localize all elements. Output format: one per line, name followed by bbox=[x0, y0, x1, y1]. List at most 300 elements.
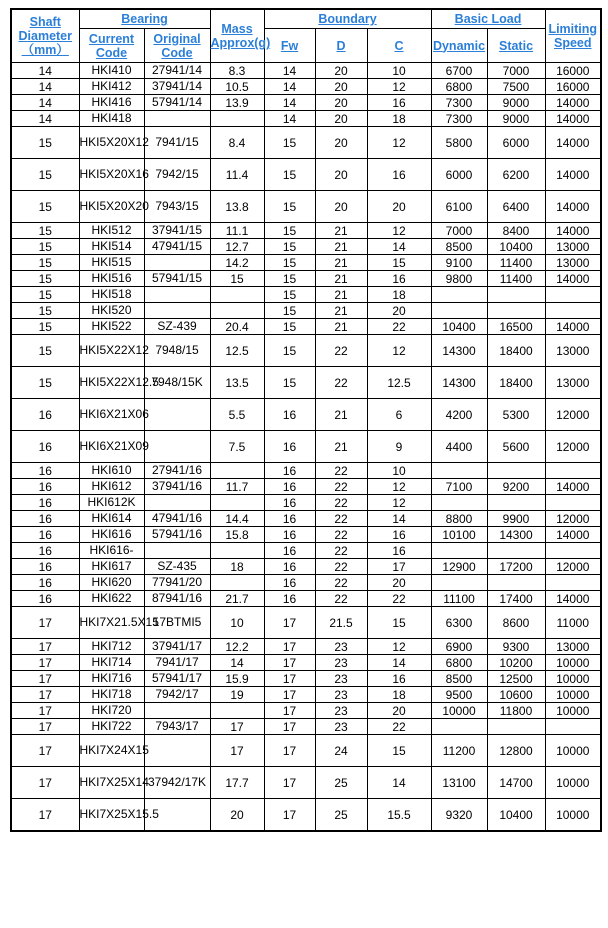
cell-shaft: 16 bbox=[11, 511, 79, 527]
cell-mass: 21.7 bbox=[210, 591, 264, 607]
cell-d: 23 bbox=[315, 719, 367, 735]
cell-d: 21 bbox=[315, 223, 367, 239]
cell-speed: 12000 bbox=[545, 431, 601, 463]
cell-d: 22 bbox=[315, 527, 367, 543]
table-row bbox=[11, 543, 601, 559]
cell-shaft: 15 bbox=[11, 335, 79, 367]
table-row bbox=[11, 495, 601, 511]
header-d[interactable]: D bbox=[315, 29, 367, 63]
cell-fw: 15 bbox=[264, 287, 315, 303]
table-body bbox=[11, 63, 601, 832]
cell-fw: 14 bbox=[264, 79, 315, 95]
cell-current-code: HKI515 bbox=[79, 255, 144, 271]
cell-mass bbox=[210, 463, 264, 479]
cell-speed: 13000 bbox=[545, 639, 601, 655]
table-row bbox=[11, 399, 601, 431]
cell-mass: 5.5 bbox=[210, 399, 264, 431]
table-row bbox=[11, 719, 601, 735]
table-row bbox=[11, 191, 601, 223]
cell-d: 20 bbox=[315, 95, 367, 111]
cell-mass: 18 bbox=[210, 559, 264, 575]
cell-fw: 16 bbox=[264, 511, 315, 527]
cell-current-code: HKI5X20X20 bbox=[79, 191, 144, 223]
table-row bbox=[11, 127, 601, 159]
cell-shaft: 16 bbox=[11, 479, 79, 495]
cell-dynamic: 9320 bbox=[431, 799, 487, 832]
cell-dynamic: 10100 bbox=[431, 527, 487, 543]
cell-dynamic: 8500 bbox=[431, 239, 487, 255]
cell-static: 11400 bbox=[487, 271, 545, 287]
cell-dynamic: 11100 bbox=[431, 591, 487, 607]
cell-speed: 10000 bbox=[545, 655, 601, 671]
cell-mass: 7.5 bbox=[210, 431, 264, 463]
cell-static: 8400 bbox=[487, 223, 545, 239]
cell-current-code: HKI714 bbox=[79, 655, 144, 671]
cell-d: 21.5 bbox=[315, 607, 367, 639]
cell-c: 14 bbox=[367, 767, 431, 799]
header-dynamic[interactable]: Dynamic bbox=[431, 29, 487, 63]
table-row bbox=[11, 367, 601, 399]
cell-c: 15 bbox=[367, 255, 431, 271]
cell-d: 23 bbox=[315, 671, 367, 687]
cell-current-code: HKI514 bbox=[79, 239, 144, 255]
cell-shaft: 16 bbox=[11, 591, 79, 607]
cell-mass: 20 bbox=[210, 799, 264, 832]
cell-c: 16 bbox=[367, 543, 431, 559]
cell-d: 24 bbox=[315, 735, 367, 767]
cell-speed: 14000 bbox=[545, 591, 601, 607]
cell-d: 20 bbox=[315, 111, 367, 127]
cell-d: 20 bbox=[315, 159, 367, 191]
cell-fw: 15 bbox=[264, 239, 315, 255]
cell-fw: 17 bbox=[264, 671, 315, 687]
cell-static: 6400 bbox=[487, 191, 545, 223]
cell-current-code: HKI5X22X12.5 bbox=[79, 367, 144, 399]
cell-mass bbox=[210, 543, 264, 559]
cell-dynamic: 6300 bbox=[431, 607, 487, 639]
cell-shaft: 16 bbox=[11, 575, 79, 591]
header-bearing[interactable]: Bearing bbox=[79, 9, 210, 29]
table-row bbox=[11, 159, 601, 191]
cell-fw: 16 bbox=[264, 479, 315, 495]
cell-fw: 16 bbox=[264, 495, 315, 511]
cell-mass: 15 bbox=[210, 271, 264, 287]
cell-dynamic: 6800 bbox=[431, 655, 487, 671]
table-row bbox=[11, 703, 601, 719]
cell-current-code: HKI520 bbox=[79, 303, 144, 319]
cell-shaft: 15 bbox=[11, 303, 79, 319]
cell-mass: 15.9 bbox=[210, 671, 264, 687]
cell-dynamic: 7000 bbox=[431, 223, 487, 239]
cell-mass bbox=[210, 495, 264, 511]
cell-static: 7000 bbox=[487, 63, 545, 79]
cell-static: 17200 bbox=[487, 559, 545, 575]
cell-c: 14 bbox=[367, 511, 431, 527]
table-row bbox=[11, 111, 601, 127]
cell-current-code: HKI7X25X14 bbox=[79, 767, 144, 799]
cell-c: 20 bbox=[367, 575, 431, 591]
cell-c: 18 bbox=[367, 687, 431, 703]
cell-speed: 14000 bbox=[545, 95, 601, 111]
cell-c: 16 bbox=[367, 271, 431, 287]
header-fw[interactable]: Fw bbox=[264, 29, 315, 63]
table-row bbox=[11, 799, 601, 832]
cell-mass: 14 bbox=[210, 655, 264, 671]
cell-dynamic: 7100 bbox=[431, 479, 487, 495]
cell-speed bbox=[545, 719, 601, 735]
cell-fw: 17 bbox=[264, 639, 315, 655]
cell-fw: 17 bbox=[264, 719, 315, 735]
cell-c: 12 bbox=[367, 335, 431, 367]
cell-shaft: 16 bbox=[11, 399, 79, 431]
cell-fw: 15 bbox=[264, 159, 315, 191]
cell-static bbox=[487, 463, 545, 479]
cell-original-code: 47941/16 bbox=[144, 511, 210, 527]
cell-mass bbox=[210, 111, 264, 127]
cell-d: 22 bbox=[315, 495, 367, 511]
cell-speed: 10000 bbox=[545, 671, 601, 687]
table-row bbox=[11, 671, 601, 687]
cell-shaft: 15 bbox=[11, 223, 79, 239]
cell-static: 10600 bbox=[487, 687, 545, 703]
cell-d: 22 bbox=[315, 559, 367, 575]
cell-static: 9900 bbox=[487, 511, 545, 527]
table-row bbox=[11, 559, 601, 575]
cell-shaft: 15 bbox=[11, 367, 79, 399]
cell-mass: 8.4 bbox=[210, 127, 264, 159]
cell-mass: 13.8 bbox=[210, 191, 264, 223]
cell-d: 20 bbox=[315, 191, 367, 223]
cell-static: 8600 bbox=[487, 607, 545, 639]
table-row bbox=[11, 527, 601, 543]
cell-current-code: HKI410 bbox=[79, 63, 144, 79]
cell-original-code: 7942/15 bbox=[144, 159, 210, 191]
cell-fw: 15 bbox=[264, 255, 315, 271]
table-row bbox=[11, 511, 601, 527]
cell-d: 21 bbox=[315, 239, 367, 255]
header-current-code[interactable]: Current Code bbox=[79, 29, 144, 63]
cell-current-code: HKI6X21X09 bbox=[79, 431, 144, 463]
cell-dynamic: 13100 bbox=[431, 767, 487, 799]
cell-original-code bbox=[144, 303, 210, 319]
cell-speed: 12000 bbox=[545, 559, 601, 575]
cell-current-code: HKI718 bbox=[79, 687, 144, 703]
table-row bbox=[11, 287, 601, 303]
header-basic-load[interactable]: Basic Load bbox=[431, 9, 545, 29]
cell-current-code: HKI617 bbox=[79, 559, 144, 575]
cell-shaft: 16 bbox=[11, 543, 79, 559]
cell-shaft: 14 bbox=[11, 63, 79, 79]
cell-fw: 16 bbox=[264, 591, 315, 607]
cell-shaft: 17 bbox=[11, 639, 79, 655]
cell-c: 22 bbox=[367, 719, 431, 735]
cell-shaft: 17 bbox=[11, 687, 79, 703]
cell-mass: 15.8 bbox=[210, 527, 264, 543]
cell-original-code: 7941/15 bbox=[144, 127, 210, 159]
cell-static: 5300 bbox=[487, 399, 545, 431]
cell-shaft: 14 bbox=[11, 95, 79, 111]
cell-c: 12 bbox=[367, 127, 431, 159]
cell-original-code: 7941/17 bbox=[144, 655, 210, 671]
cell-shaft: 15 bbox=[11, 287, 79, 303]
cell-current-code: HKI722 bbox=[79, 719, 144, 735]
cell-speed: 13000 bbox=[545, 255, 601, 271]
cell-speed: 14000 bbox=[545, 319, 601, 335]
cell-current-code: HKI5X20X12 bbox=[79, 127, 144, 159]
header-boundary[interactable]: Boundary bbox=[264, 9, 431, 29]
cell-shaft: 17 bbox=[11, 655, 79, 671]
cell-speed: 14000 bbox=[545, 191, 601, 223]
cell-d: 22 bbox=[315, 543, 367, 559]
table-wrapper bbox=[10, 8, 600, 832]
cell-fw: 15 bbox=[264, 367, 315, 399]
table-row bbox=[11, 95, 601, 111]
cell-shaft: 16 bbox=[11, 463, 79, 479]
cell-c: 15.5 bbox=[367, 799, 431, 832]
table-row bbox=[11, 591, 601, 607]
cell-current-code: HKI622 bbox=[79, 591, 144, 607]
cell-shaft: 15 bbox=[11, 127, 79, 159]
cell-current-code: HKI512 bbox=[79, 223, 144, 239]
cell-c: 12 bbox=[367, 479, 431, 495]
cell-c: 12.5 bbox=[367, 367, 431, 399]
cell-current-code: HKI720 bbox=[79, 703, 144, 719]
cell-fw: 15 bbox=[264, 191, 315, 223]
cell-original-code: 7943/15 bbox=[144, 191, 210, 223]
cell-original-code: 37941/14 bbox=[144, 79, 210, 95]
cell-shaft: 16 bbox=[11, 559, 79, 575]
cell-original-code: 27941/16 bbox=[144, 463, 210, 479]
cell-speed: 16000 bbox=[545, 79, 601, 95]
header-c[interactable]: C bbox=[367, 29, 431, 63]
cell-mass: 13.5 bbox=[210, 367, 264, 399]
cell-static: 14300 bbox=[487, 527, 545, 543]
cell-static: 10200 bbox=[487, 655, 545, 671]
cell-mass: 11.1 bbox=[210, 223, 264, 239]
cell-original-code bbox=[144, 399, 210, 431]
cell-current-code: HKI716 bbox=[79, 671, 144, 687]
cell-mass: 13.9 bbox=[210, 95, 264, 111]
cell-static: 17400 bbox=[487, 591, 545, 607]
cell-static: 12800 bbox=[487, 735, 545, 767]
cell-original-code: 57941/16 bbox=[144, 527, 210, 543]
cell-static bbox=[487, 303, 545, 319]
cell-dynamic: 9100 bbox=[431, 255, 487, 271]
cell-current-code: HKI412 bbox=[79, 79, 144, 95]
cell-mass: 8.3 bbox=[210, 63, 264, 79]
cell-fw: 17 bbox=[264, 703, 315, 719]
header-mass[interactable]: Mass Approx(g) bbox=[210, 9, 264, 63]
cell-mass: 12.5 bbox=[210, 335, 264, 367]
cell-fw: 17 bbox=[264, 655, 315, 671]
cell-static: 9200 bbox=[487, 479, 545, 495]
cell-shaft: 14 bbox=[11, 111, 79, 127]
cell-fw: 15 bbox=[264, 271, 315, 287]
cell-speed: 14000 bbox=[545, 127, 601, 159]
cell-static bbox=[487, 543, 545, 559]
header-static[interactable]: Static bbox=[487, 29, 545, 63]
cell-mass: 14.4 bbox=[210, 511, 264, 527]
cell-original-code: 57941/17 bbox=[144, 671, 210, 687]
cell-shaft: 15 bbox=[11, 319, 79, 335]
cell-shaft: 15 bbox=[11, 255, 79, 271]
cell-dynamic: 7300 bbox=[431, 111, 487, 127]
cell-d: 23 bbox=[315, 655, 367, 671]
cell-mass bbox=[210, 303, 264, 319]
cell-static: 18400 bbox=[487, 367, 545, 399]
cell-d: 20 bbox=[315, 79, 367, 95]
cell-original-code: SZ-435 bbox=[144, 559, 210, 575]
cell-speed: 10000 bbox=[545, 735, 601, 767]
cell-dynamic: 7300 bbox=[431, 95, 487, 111]
cell-current-code: HKI516 bbox=[79, 271, 144, 287]
cell-original-code: 47941/15 bbox=[144, 239, 210, 255]
cell-d: 21 bbox=[315, 431, 367, 463]
cell-original-code bbox=[144, 255, 210, 271]
cell-current-code: HKI614 bbox=[79, 511, 144, 527]
cell-original-code: 77941/20 bbox=[144, 575, 210, 591]
cell-dynamic: 4400 bbox=[431, 431, 487, 463]
cell-c: 12 bbox=[367, 495, 431, 511]
cell-original-code bbox=[144, 431, 210, 463]
table-row bbox=[11, 319, 601, 335]
cell-shaft: 15 bbox=[11, 271, 79, 287]
cell-d: 23 bbox=[315, 703, 367, 719]
table-row bbox=[11, 303, 601, 319]
cell-static: 11400 bbox=[487, 255, 545, 271]
cell-c: 9 bbox=[367, 431, 431, 463]
cell-mass: 17 bbox=[210, 719, 264, 735]
cell-original-code: SZ-439 bbox=[144, 319, 210, 335]
cell-current-code: HKI7X25X15.5 bbox=[79, 799, 144, 832]
cell-current-code: HKI518 bbox=[79, 287, 144, 303]
cell-speed bbox=[545, 495, 601, 511]
cell-static: 6000 bbox=[487, 127, 545, 159]
cell-current-code: HKI6X21X06 bbox=[79, 399, 144, 431]
cell-current-code: HKI620 bbox=[79, 575, 144, 591]
cell-speed: 13000 bbox=[545, 239, 601, 255]
cell-original-code: 27941/14 bbox=[144, 63, 210, 79]
cell-current-code: HKI612K bbox=[79, 495, 144, 511]
cell-c: 20 bbox=[367, 703, 431, 719]
cell-d: 22 bbox=[315, 591, 367, 607]
cell-d: 22 bbox=[315, 335, 367, 367]
cell-dynamic: 5800 bbox=[431, 127, 487, 159]
cell-original-code bbox=[144, 735, 210, 767]
cell-speed: 10000 bbox=[545, 767, 601, 799]
cell-dynamic bbox=[431, 719, 487, 735]
cell-c: 16 bbox=[367, 159, 431, 191]
cell-shaft: 14 bbox=[11, 79, 79, 95]
cell-current-code: HKI418 bbox=[79, 111, 144, 127]
cell-d: 25 bbox=[315, 799, 367, 832]
cell-dynamic bbox=[431, 463, 487, 479]
cell-original-code: 37941/16 bbox=[144, 479, 210, 495]
cell-speed bbox=[545, 287, 601, 303]
cell-fw: 14 bbox=[264, 111, 315, 127]
cell-speed: 10000 bbox=[545, 703, 601, 719]
cell-static: 10400 bbox=[487, 239, 545, 255]
table-row bbox=[11, 239, 601, 255]
cell-speed: 12000 bbox=[545, 399, 601, 431]
cell-fw: 17 bbox=[264, 767, 315, 799]
cell-original-code bbox=[144, 543, 210, 559]
cell-original-code: 7948/15 bbox=[144, 335, 210, 367]
cell-c: 18 bbox=[367, 287, 431, 303]
table-row bbox=[11, 655, 601, 671]
cell-current-code: HKI712 bbox=[79, 639, 144, 655]
cell-shaft: 17 bbox=[11, 719, 79, 735]
cell-dynamic bbox=[431, 575, 487, 591]
cell-d: 22 bbox=[315, 575, 367, 591]
cell-c: 15 bbox=[367, 607, 431, 639]
cell-dynamic: 14300 bbox=[431, 335, 487, 367]
cell-current-code: HKI612 bbox=[79, 479, 144, 495]
table-row bbox=[11, 639, 601, 655]
cell-c: 16 bbox=[367, 527, 431, 543]
cell-fw: 15 bbox=[264, 223, 315, 239]
cell-d: 22 bbox=[315, 479, 367, 495]
cell-mass bbox=[210, 575, 264, 591]
cell-shaft: 17 bbox=[11, 799, 79, 832]
cell-mass: 10.5 bbox=[210, 79, 264, 95]
cell-fw: 15 bbox=[264, 335, 315, 367]
cell-static: 9000 bbox=[487, 111, 545, 127]
cell-mass: 12.7 bbox=[210, 239, 264, 255]
cell-dynamic: 6700 bbox=[431, 63, 487, 79]
header-shaft-diameter[interactable]: Shaft Diameter（mm） bbox=[11, 9, 79, 63]
cell-fw: 14 bbox=[264, 95, 315, 111]
cell-fw: 15 bbox=[264, 303, 315, 319]
cell-shaft: 15 bbox=[11, 191, 79, 223]
cell-static: 9300 bbox=[487, 639, 545, 655]
table-row bbox=[11, 63, 601, 79]
cell-speed: 14000 bbox=[545, 271, 601, 287]
cell-c: 12 bbox=[367, 79, 431, 95]
cell-original-code: 7943/17 bbox=[144, 719, 210, 735]
header-limiting-speed[interactable]: Limiting Speed bbox=[545, 9, 601, 63]
table-row bbox=[11, 575, 601, 591]
cell-speed: 13000 bbox=[545, 335, 601, 367]
table-row bbox=[11, 479, 601, 495]
cell-fw: 16 bbox=[264, 399, 315, 431]
cell-d: 21 bbox=[315, 303, 367, 319]
cell-c: 17 bbox=[367, 559, 431, 575]
cell-shaft: 17 bbox=[11, 767, 79, 799]
header-original-code[interactable]: Original Code bbox=[144, 29, 210, 63]
cell-dynamic: 10000 bbox=[431, 703, 487, 719]
cell-original-code bbox=[144, 111, 210, 127]
cell-static: 10400 bbox=[487, 799, 545, 832]
cell-dynamic: 6800 bbox=[431, 79, 487, 95]
cell-d: 20 bbox=[315, 63, 367, 79]
cell-c: 22 bbox=[367, 319, 431, 335]
cell-c: 12 bbox=[367, 223, 431, 239]
cell-fw: 14 bbox=[264, 63, 315, 79]
cell-dynamic: 9800 bbox=[431, 271, 487, 287]
cell-mass: 12.2 bbox=[210, 639, 264, 655]
cell-static bbox=[487, 495, 545, 511]
cell-shaft: 16 bbox=[11, 431, 79, 463]
cell-speed bbox=[545, 303, 601, 319]
table-row bbox=[11, 767, 601, 799]
cell-dynamic: 14300 bbox=[431, 367, 487, 399]
cell-fw: 15 bbox=[264, 127, 315, 159]
cell-mass: 17.7 bbox=[210, 767, 264, 799]
cell-static: 6200 bbox=[487, 159, 545, 191]
cell-fw: 16 bbox=[264, 575, 315, 591]
cell-c: 16 bbox=[367, 671, 431, 687]
